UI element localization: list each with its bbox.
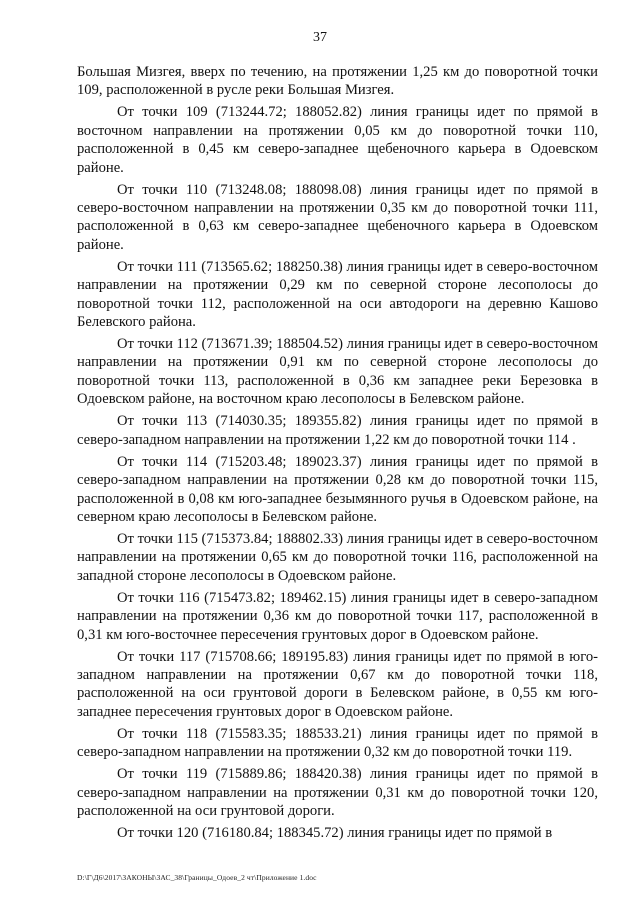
paragraph: От точки 111 (713565.62; 188250.38) линия границы идет в северо-восточном направлении на протяжении 0,29 км по северной стороне лесополосы до поворотной точки 112, расположенной на оси автодороги на деревню Кашово Белевского района. [77,258,598,331]
paragraph: От точки 118 (715583.35; 188533.21) линия границы идет по прямой в северо-западном направлении на протяжении 0,32 км до поворотной точки 119. [77,725,598,761]
body-text [77,63,598,846]
paragraph: От точки 112 (713671.39; 188504.52) линия границы идет в северо-восточном направлении на протяжении 0,91 км по северной стороне лесополосы до поворотной точки 113, расположенной в 0,36 км западнее реки Березовка в Одоевском районе, на восточном краю лесополосы в Белевском районе. [77,336,598,408]
paragraph: Большая Мизгея, вверх по течению, на протяжении 1,25 км до поворотной точки 109, расположенной в русле реки Большая Мизгея. [77,64,598,99]
footer-file-path: D:\Г\Д6\2017\ЗАКОНЫ\ЗАС_38\Границы_Одоев_2 чт\Приложение 1.doc [77,873,317,882]
paragraph: От точки 113 (714030.35; 189355.82) линия границы идет по прямой в северо-западном направлении на протяжении 1,22 км до поворотной точки 114 . [77,413,598,448]
paragraph: От точки 109 (713244.72; 188052.82) линия границы идет по прямой в восточном направлении на протяжении 0,05 км до поворотной точки 110, расположенной в 0,45 км северо-западнее щебеночного карьера в Одоевском районе. [77,104,598,176]
paragraph: От точки 119 (715889.86; 188420.38) линия границы идет по прямой в северо-западном направлении на протяжении 0,31 км до поворотной точки 120, расположенной на оси грунтовой дороги. [77,766,598,819]
paragraph: От точки 116 (715473.82; 189462.15) линия границы идет в северо-западном направлении на протяжении 0,36 км до поворотной точки 117, расположенной в 0,31 км юго-восточнее пересечения грунтовых дорог в Одоевском районе. [77,589,598,643]
paragraph: От точки 115 (715373.84; 188802.33) линия границы идет в северо-восточном направлении на протяжении 0,65 км до поворотной точки 116, расположенной на западной стороне лесополосы в Одоевском районе. [77,530,598,584]
page-number: 37 [313,30,327,45]
paragraph: От точки 120 (716180.84; 188345.72) линия границы идет по прямой в [117,824,553,841]
paragraph: От точки 110 (713248.08; 188098.08) линия границы идет по прямой в северо-восточном направлении на протяжении 0,35 км до поворотной точки 111, расположенной в 0,63 км северо-западнее щебеночного карьера в Одоевском районе. [77,181,598,253]
paragraph: От точки 114 (715203.48; 189023.37) линия границы идет по прямой в северо-западном направлении на протяжении 0,28 км до поворотной точки 115, расположенной в 0,08 км юго-западнее безымянного ручья в Одоевском районе, на северном краю лесополосы в Белевском районе. [77,453,598,525]
paragraph: От точки 117 (715708.66; 189195.83) линия границы идет по прямой в юго-западном направлении на протяжении 0,67 км до поворотной точки 118, расположенной на оси грунтовой дороги в Белевском районе, в 0,55 км юго-западнее пересечения грунтовых дорог в Одоевском районе. [77,648,598,720]
